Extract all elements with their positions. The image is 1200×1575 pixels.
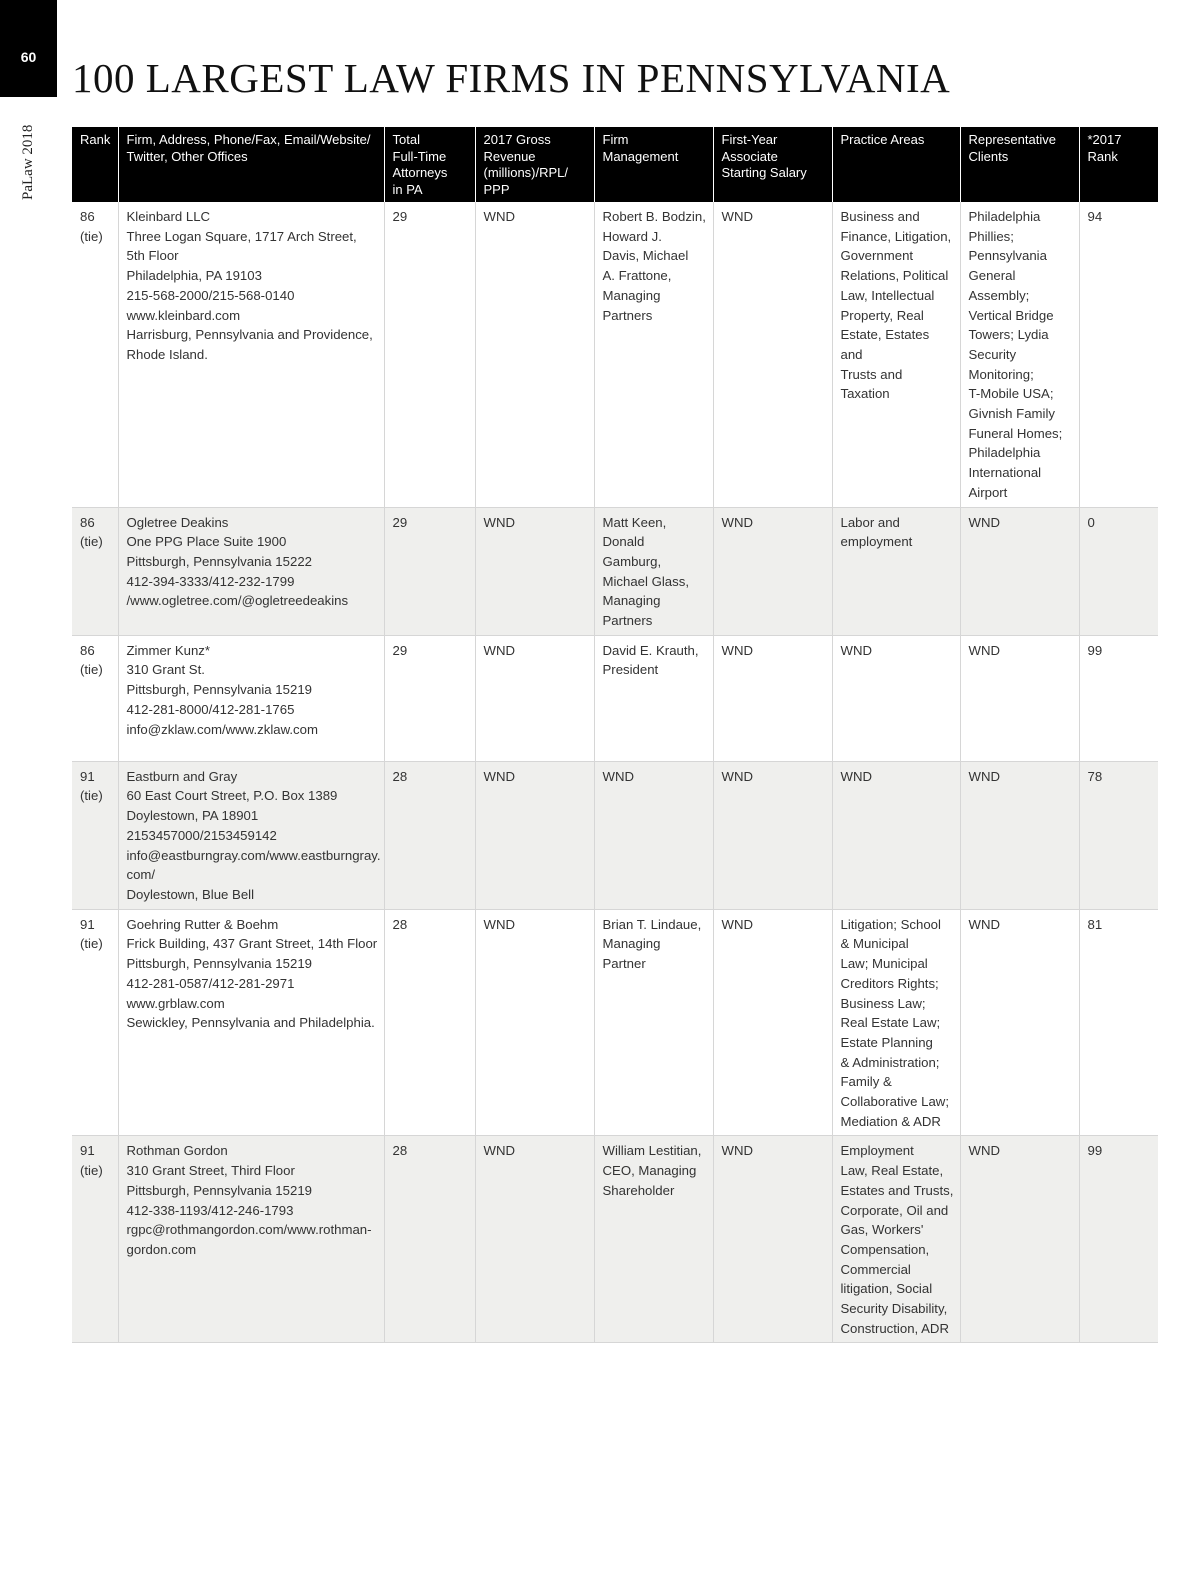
- cell-line: WND: [721, 1143, 753, 1159]
- cell-line: 78: [1087, 768, 1103, 784]
- cell-line: (tie): [80, 936, 103, 952]
- cell-line: 28: [392, 1143, 408, 1159]
- salary-cell: [713, 761, 832, 909]
- cell-line: 86: [80, 642, 95, 658]
- header-rank: [72, 127, 118, 202]
- cell-line: WND: [602, 768, 634, 784]
- cell-line: WND: [840, 768, 872, 784]
- law-firms-table: [72, 127, 1158, 1343]
- cell-line: President: [602, 662, 659, 678]
- practice-areas-cell: [832, 635, 960, 761]
- cell-line: Rothman Gordon: [126, 1143, 228, 1159]
- cell-line: Business and: [840, 209, 920, 224]
- cell-line: Phillies;: [968, 228, 1014, 244]
- cell-line: Property, Real: [840, 307, 924, 323]
- cell-line: Revenue: [483, 148, 536, 164]
- rank-cell: [72, 202, 118, 507]
- cell-line: 412-338-1193/412-246-1793: [126, 1202, 294, 1218]
- cell-line: International: [968, 465, 1042, 481]
- publication-label: PaLaw 2018: [20, 124, 36, 200]
- cell-line: in PA: [392, 181, 423, 197]
- cell-line: 29: [392, 209, 408, 224]
- cell-line: Kleinbard LLC: [126, 209, 211, 224]
- cell-line: 412-281-0587/412-281-2971: [126, 975, 295, 991]
- cell-line: Business Law;: [840, 995, 926, 1011]
- cell-line: 28: [392, 768, 408, 784]
- cell-line: T-Mobile USA;: [968, 386, 1054, 402]
- cell-line: Creditors Rights;: [840, 975, 939, 991]
- rank-cell: [72, 761, 118, 909]
- firm-cell: [118, 761, 384, 909]
- rank-cell: [72, 635, 118, 761]
- cell-line: 215-568-2000/215-568-0140: [126, 287, 295, 303]
- cell-line: Real Estate Law;: [840, 1015, 941, 1031]
- cell-line: 2017 Gross: [483, 132, 551, 147]
- cell-line: Mediation & ADR: [840, 1113, 941, 1129]
- cell-line: info@zklaw.com/www.zklaw.com: [126, 721, 318, 737]
- salary-cell: [713, 507, 832, 635]
- cell-line: 310 Grant Street, Third Floor: [126, 1163, 295, 1179]
- attorneys-cell: [384, 635, 475, 761]
- cell-line: Managing: [602, 593, 661, 609]
- cell-line: Finance, Litigation,: [840, 228, 952, 244]
- cell-line: 29: [392, 514, 408, 530]
- cell-line: 29: [392, 642, 408, 658]
- cell-line: Rank: [80, 132, 111, 147]
- cell-line: 99: [1087, 642, 1103, 658]
- cell-line: WND: [968, 642, 1000, 658]
- header-salary: [713, 127, 832, 202]
- practice-areas-cell: [832, 909, 960, 1136]
- cell-line: Partners: [602, 613, 653, 629]
- cell-line: (tie): [80, 1163, 103, 1179]
- cell-line: Robert B. Bodzin,: [602, 209, 706, 224]
- cell-line: WND: [483, 1143, 515, 1159]
- firm-cell: [118, 635, 384, 761]
- cell-line: WND: [721, 209, 753, 224]
- cell-line: (tie): [80, 534, 103, 550]
- management-cell: [594, 1136, 713, 1343]
- cell-line: WND: [968, 1143, 1000, 1159]
- cell-line: Total: [392, 132, 420, 147]
- cell-line: 86: [80, 514, 95, 530]
- revenue-cell: [475, 507, 594, 635]
- management-cell: [594, 635, 713, 761]
- cell-line: 94: [1087, 209, 1103, 224]
- cell-line: 5th Floor: [126, 248, 179, 264]
- cell-line: litigation, Social: [840, 1281, 933, 1297]
- cell-line: *2017 Rank: [1087, 132, 1122, 164]
- cell-line: com/: [126, 867, 156, 883]
- cell-line: Government: [840, 248, 914, 264]
- cell-line: Philadelphia, PA 19103: [126, 268, 262, 284]
- cell-line: 81: [1087, 916, 1103, 932]
- practice-areas-cell: [832, 202, 960, 507]
- cell-line: Partners: [602, 307, 653, 323]
- cell-line: WND: [840, 642, 872, 658]
- cell-line: (tie): [80, 662, 103, 678]
- cell-line: /www.ogletree.com/@ogletreedeakins: [126, 593, 349, 609]
- header-attorneys: [384, 127, 475, 202]
- cell-line: Labor and: [840, 514, 900, 530]
- salary-cell: [713, 635, 832, 761]
- cell-line: (millions)/RPL/: [483, 165, 569, 180]
- attorneys-cell: [384, 909, 475, 1136]
- management-cell: [594, 507, 713, 635]
- cell-line: WND: [721, 514, 753, 530]
- clients-cell: [960, 635, 1079, 761]
- cell-line: Assembly;: [968, 287, 1030, 303]
- cell-line: Givnish Family: [968, 406, 1055, 422]
- cell-line: Brian T. Lindaue,: [602, 916, 702, 932]
- cell-line: Philadelphia: [968, 445, 1041, 461]
- cell-line: WND: [483, 768, 515, 784]
- practice-areas-cell: [832, 761, 960, 909]
- cell-line: Eastburn and Gray: [126, 768, 238, 784]
- cell-line: David E. Krauth,: [602, 642, 699, 658]
- cell-line: CEO, Managing: [602, 1163, 697, 1179]
- cell-line: Ogletree Deakins: [126, 514, 229, 530]
- clients-cell: [960, 1136, 1079, 1343]
- attorneys-cell: [384, 507, 475, 635]
- cell-line: Managing Partner: [602, 936, 661, 972]
- cell-line: & Administration;: [840, 1054, 940, 1070]
- page-number-tab: [0, 0, 57, 97]
- header-2017-rank: [1079, 127, 1158, 202]
- cell-line: A. Frattone,: [602, 268, 672, 284]
- table-row: [72, 761, 1158, 909]
- cell-line: 0: [1087, 514, 1095, 530]
- attorneys-cell: [384, 761, 475, 909]
- cell-line: Relations, Political: [840, 268, 949, 284]
- cell-line: WND: [968, 768, 1000, 784]
- cell-line: Collaborative Law;: [840, 1094, 949, 1110]
- cell-line: Construction, ADR: [840, 1320, 949, 1336]
- table-row: [72, 909, 1158, 1136]
- clients-cell: [960, 507, 1079, 635]
- cell-line: Rhode Island.: [126, 346, 208, 362]
- cell-line: General: [968, 268, 1016, 284]
- cell-line: employment: [840, 534, 913, 550]
- cell-line: 412-394-3333/412-232-1799: [126, 573, 295, 589]
- revenue-cell: [475, 909, 594, 1136]
- cell-line: & Municipal: [840, 936, 909, 952]
- cell-line: Litigation; School: [840, 916, 941, 932]
- cell-line: Firm, Address, Phone/Fax, Email/Website/: [126, 132, 371, 147]
- cell-line: Three Logan Square, 1717 Arch Street,: [126, 228, 357, 244]
- cell-line: Starting Salary: [721, 165, 807, 180]
- cell-line: Security Disability,: [840, 1301, 948, 1317]
- cell-line: Pittsburgh, Pennsylvania 15219: [126, 1182, 312, 1198]
- cell-line: Matt Keen,: [602, 514, 667, 530]
- cell-line: 310 Grant St.: [126, 662, 205, 678]
- cell-line: Shareholder: [602, 1182, 675, 1198]
- cell-line: Law; Municipal: [840, 956, 928, 972]
- cell-line: www.kleinbard.com: [126, 307, 241, 323]
- cell-line: Estate, Estates and: [840, 327, 930, 362]
- header-practice-areas: [832, 127, 960, 202]
- cell-line: PPP: [483, 181, 510, 197]
- cell-line: 99: [1087, 1143, 1103, 1159]
- attorneys-cell: [384, 1136, 475, 1343]
- cell-line: Goehring Rutter & Boehm: [126, 916, 279, 932]
- management-cell: [594, 909, 713, 1136]
- rank-cell: [72, 909, 118, 1136]
- cell-line: 412-281-8000/412-281-1765: [126, 701, 295, 717]
- cell-line: Practice Areas: [840, 132, 925, 147]
- cell-line: Funeral Homes;: [968, 425, 1063, 441]
- cell-line: Airport: [968, 484, 1008, 500]
- revenue-cell: [475, 635, 594, 761]
- salary-cell: [713, 909, 832, 1136]
- rank-2017-cell: [1079, 507, 1158, 635]
- cell-line: Harrisburg, Pennsylvania and Providence,: [126, 327, 373, 343]
- cell-line: First-Year: [721, 132, 778, 147]
- header-clients: [960, 127, 1079, 202]
- table-row: [72, 635, 1158, 761]
- practice-areas-cell: [832, 1136, 960, 1343]
- rank-2017-cell: [1079, 909, 1158, 1136]
- cell-line: Commercial: [840, 1261, 911, 1277]
- cell-line: Davis, Michael: [602, 248, 689, 264]
- table-row: [72, 202, 1158, 507]
- cell-line: Law, Real Estate,: [840, 1163, 944, 1179]
- revenue-cell: [475, 761, 594, 909]
- cell-line: Howard J.: [602, 228, 662, 244]
- cell-line: 86: [80, 209, 95, 224]
- cell-line: Compensation,: [840, 1241, 930, 1257]
- cell-line: WND: [968, 916, 1000, 932]
- cell-line: WND: [721, 768, 753, 784]
- revenue-cell: [475, 1136, 594, 1343]
- cell-line: Pennsylvania: [968, 248, 1047, 264]
- header-management: [594, 127, 713, 202]
- firm-cell: [118, 909, 384, 1136]
- cell-line: William Lestitian,: [602, 1143, 702, 1159]
- header-firm: [118, 127, 384, 202]
- cell-line: Philadelphia: [968, 209, 1041, 224]
- rank-2017-cell: [1079, 761, 1158, 909]
- cell-line: Estate Planning: [840, 1034, 933, 1050]
- cell-line: Management: [602, 148, 679, 164]
- cell-line: (tie): [80, 788, 103, 804]
- cell-line: 91: [80, 916, 95, 932]
- cell-line: Doylestown, Blue Bell: [126, 886, 255, 902]
- header-revenue: [475, 127, 594, 202]
- table-header-row: [72, 127, 1158, 202]
- clients-cell: [960, 909, 1079, 1136]
- cell-line: Twitter, Other Offices: [126, 148, 248, 164]
- table-row: [72, 1136, 1158, 1343]
- cell-line: info@eastburngray.com/www.eastburngray.: [126, 847, 381, 863]
- cell-line: (tie): [80, 228, 103, 244]
- cell-line: WND: [721, 642, 753, 658]
- cell-line: Towers; Lydia: [968, 327, 1049, 343]
- cell-line: Pittsburgh, Pennsylvania 15219: [126, 956, 312, 972]
- cell-line: Pittsburgh, Pennsylvania 15222: [126, 553, 312, 569]
- cell-line: WND: [721, 916, 753, 932]
- cell-line: Clients: [968, 148, 1009, 164]
- management-cell: [594, 761, 713, 909]
- cell-line: 91: [80, 1143, 95, 1159]
- page-title: 100 LARGEST LAW FIRMS IN PENNSYLVANIA: [72, 55, 951, 101]
- cell-line: Associate: [721, 148, 778, 164]
- cell-line: Security: [968, 346, 1017, 362]
- rank-2017-cell: [1079, 202, 1158, 507]
- cell-line: Pittsburgh, Pennsylvania 15219: [126, 682, 312, 698]
- cell-line: Michael Glass,: [602, 573, 689, 589]
- revenue-cell: [475, 202, 594, 507]
- cell-line: Managing: [602, 287, 661, 303]
- cell-line: 2153457000/2153459142: [126, 827, 277, 843]
- cell-line: Frick Building, 437 Grant Street, 14th Floor: [126, 936, 378, 952]
- salary-cell: [713, 1136, 832, 1343]
- salary-cell: [713, 202, 832, 507]
- rank-cell: [72, 507, 118, 635]
- attorneys-cell: [384, 202, 475, 507]
- cell-line: Doylestown, PA 18901: [126, 808, 259, 824]
- cell-line: Full-Time: [392, 148, 447, 164]
- cell-line: One PPG Place Suite 1900: [126, 534, 287, 550]
- cell-line: 28: [392, 916, 408, 932]
- cell-line: 60 East Court Street, P.O. Box 1389: [126, 788, 338, 804]
- rank-2017-cell: [1079, 635, 1158, 761]
- cell-line: Corporate, Oil and: [840, 1202, 949, 1218]
- firm-cell: [118, 1136, 384, 1343]
- cell-line: Gas, Workers': [840, 1222, 924, 1238]
- cell-line: WND: [483, 916, 515, 932]
- rank-2017-cell: [1079, 1136, 1158, 1343]
- cell-line: Employment: [840, 1143, 914, 1159]
- cell-line: Zimmer Kunz*: [126, 642, 211, 658]
- cell-line: Attorneys: [392, 165, 448, 180]
- cell-line: WND: [968, 514, 1000, 530]
- cell-line: 91: [80, 768, 95, 784]
- cell-line: WND: [483, 514, 515, 530]
- cell-line: WND: [483, 642, 515, 658]
- table-row: [72, 507, 1158, 635]
- practice-areas-cell: [832, 507, 960, 635]
- firm-cell: [118, 202, 384, 507]
- firm-cell: [118, 507, 384, 635]
- cell-line: Representative: [968, 132, 1056, 147]
- cell-line: WND: [483, 209, 515, 224]
- cell-line: Firm: [602, 132, 629, 147]
- cell-line: Trusts and Taxation: [840, 366, 903, 402]
- cell-line: Donald Gamburg,: [602, 534, 662, 569]
- cell-line: Sewickley, Pennsylvania and Philadelphia.: [126, 1015, 375, 1031]
- clients-cell: [960, 202, 1079, 507]
- page-number: 60: [20, 48, 37, 65]
- cell-line: Law, Intellectual: [840, 287, 935, 303]
- rank-cell: [72, 1136, 118, 1343]
- cell-line: Estates and Trusts,: [840, 1182, 954, 1198]
- cell-line: Monitoring;: [968, 366, 1034, 382]
- cell-line: rgpc@rothmangordon.com/www.rothman-: [126, 1222, 372, 1238]
- management-cell: [594, 202, 713, 507]
- cell-line: Vertical Bridge: [968, 307, 1054, 323]
- cell-line: www.grblaw.com: [126, 995, 225, 1011]
- cell-line: gordon.com: [126, 1241, 197, 1257]
- clients-cell: [960, 761, 1079, 909]
- cell-line: Family &: [840, 1074, 892, 1090]
